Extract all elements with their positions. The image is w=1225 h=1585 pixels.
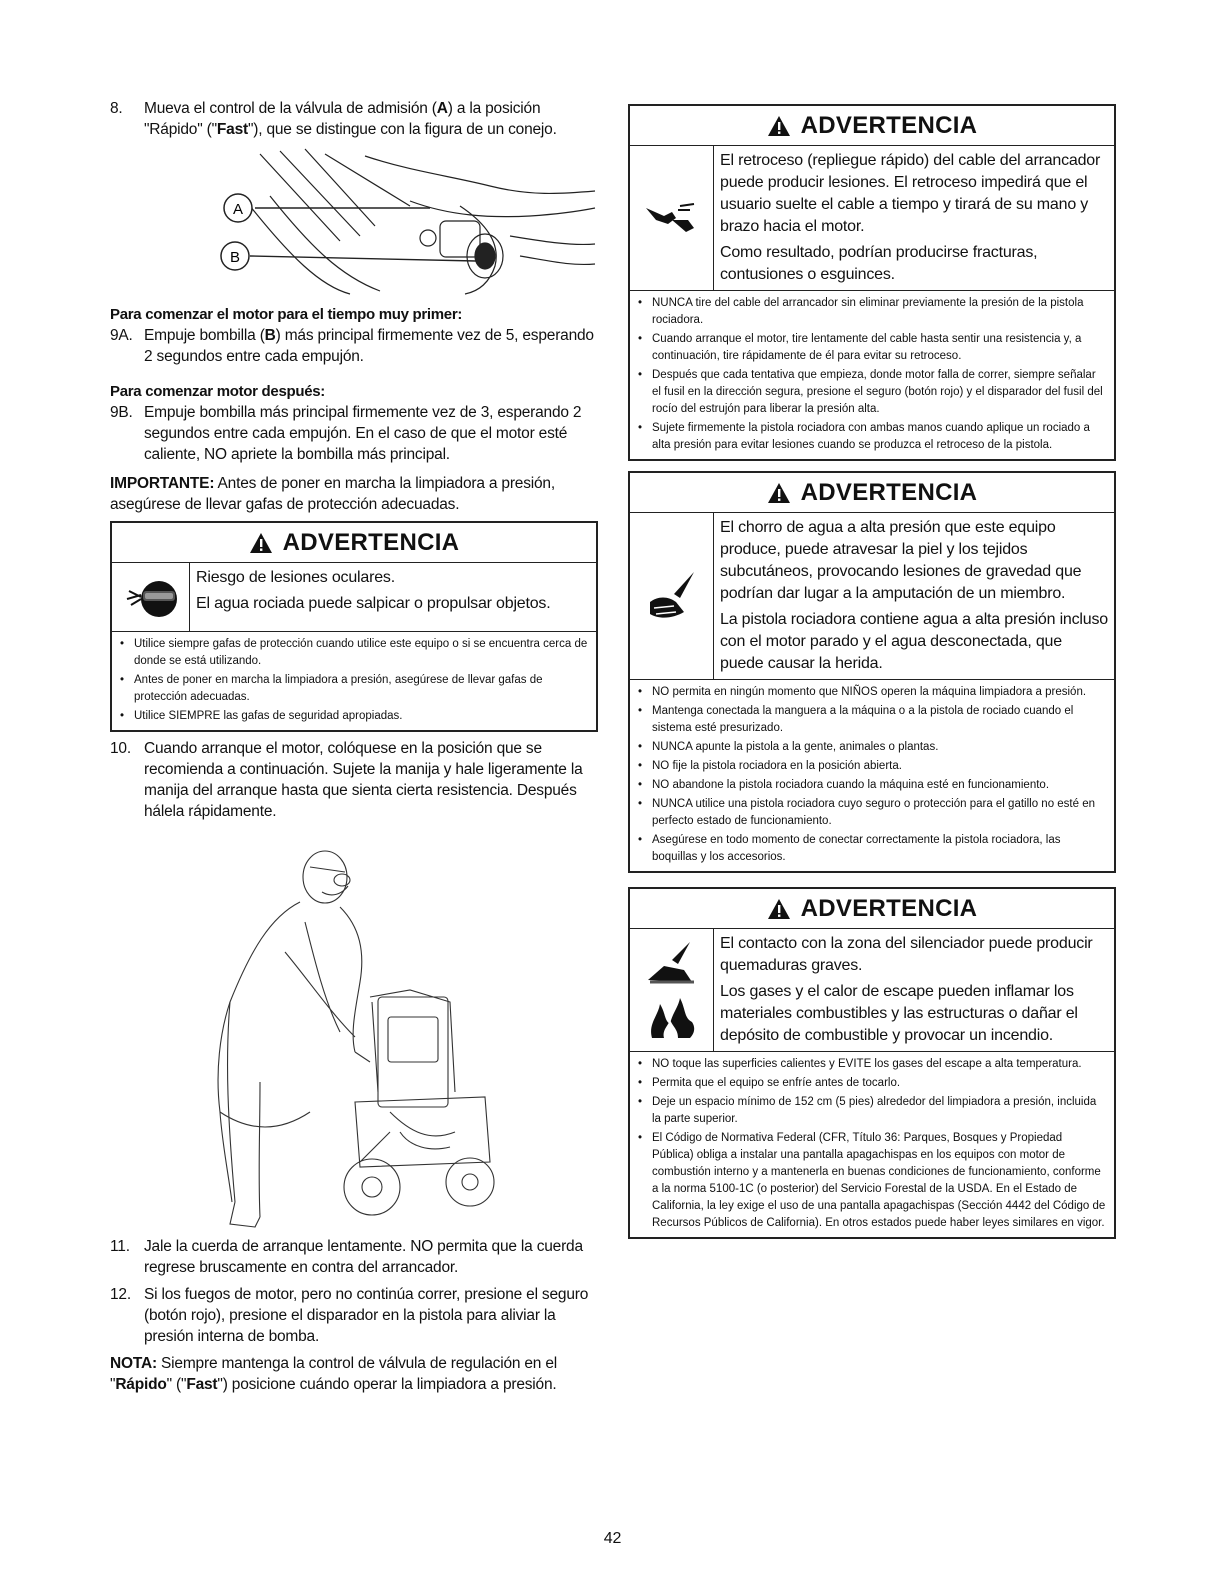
- list-item: • NUNCA apunte la pistola a la gente, animales o plantas.: [638, 739, 1106, 756]
- warning-triangle-icon: [767, 898, 791, 920]
- warning-bullets: [630, 680, 1114, 871]
- warning-triangle-icon: [767, 482, 791, 504]
- step-9a: [110, 325, 598, 367]
- page-number: 42: [603, 1530, 622, 1547]
- warning-title: ADVERTENCIA: [800, 111, 978, 139]
- label-a: A: [232, 201, 244, 218]
- warning-bullets: [630, 291, 1114, 459]
- list-item: • Utilice siempre gafas de protección cuando utilice este equipo o si se encuentra cerca de donde se está utilizando.: [120, 636, 588, 670]
- right-column: [628, 104, 1116, 1239]
- warning-main-text: El contacto con la zona del silenciador puede producir quemaduras graves. Los gases y el calor de escape pueden inflamar los materiales combustibles y las estructuras o dañar el depósito de combustible y provocar un incendio.: [720, 935, 1093, 1044]
- step-text: Empuje bombilla (B) más principal firmemente vez de 5, esperando 2 segundos entre cada empujón.: [144, 327, 594, 365]
- warning-body: [112, 563, 596, 632]
- step-text: Empuje bombilla más principal firmemente vez de 3, esperando 2 segundos entre cada empujón. En el caso de que el motor esté caliente, NO apriete la bombilla más principal.: [144, 404, 582, 463]
- step-number: 9A.: [110, 327, 133, 344]
- step-number: 9B.: [110, 404, 133, 421]
- step-11: [110, 1236, 598, 1278]
- label-b: B: [229, 249, 241, 266]
- step-text: Jale la cuerda de arranque lentamente. NO permita que la cuerda regrese bruscamente en contra del arrancador.: [144, 1238, 583, 1276]
- warning-body: [630, 929, 1114, 1052]
- step-text: Si los fuegos de motor, pero no continúa correr, presione el seguro (botón rojo), presione el disparador en la pistola para aliviar la presión interna de bomba.: [144, 1286, 589, 1345]
- step-number: 10.: [110, 740, 131, 757]
- list-item: • NO fije la pistola rociadora en la posición abierta.: [638, 758, 1106, 775]
- step-12: [110, 1284, 598, 1347]
- note: NOTA: Siempre mantenga la control de válvula de regulación en el "Rápido" ("Fast") posicione cuándo operar la limpiadora a presión.: [110, 1355, 558, 1393]
- warning-box-burn-fire: [628, 887, 1116, 1239]
- warning-box-eye-injury: [110, 521, 598, 732]
- kickback-hand-icon: [630, 146, 714, 290]
- step-text: Mueva el control de la válvula de admisión (A) a la posición "Rápido" ("Fast"), que se distingue con la figura de un conejo.: [144, 100, 557, 138]
- step-8: [110, 98, 598, 140]
- burn-fire-icons: [630, 929, 714, 1051]
- list-item: • Mantenga conectada la manguera a la máquina o a la pistola de rociado cuando el sistema esté presurizado.: [638, 703, 1106, 737]
- warning-box-high-pressure: [628, 471, 1116, 873]
- warning-header: [630, 889, 1114, 929]
- list-item: • Antes de poner en marcha la limpiadora a presión, asegúrese de llevar gafas de protección adecuadas.: [120, 672, 588, 706]
- engine-closeup-drawing: [110, 146, 598, 296]
- step-9b: [110, 402, 598, 465]
- step-number: 8.: [110, 100, 123, 117]
- warning-title: ADVERTENCIA: [800, 894, 978, 922]
- important-note: IMPORTANTE: Antes de poner en marcha la limpiadora a presión, asegúrese de llevar gafas de protección adecuadas.: [110, 475, 555, 513]
- warning-box-kickback: [628, 104, 1116, 461]
- warning-triangle-icon: [249, 532, 273, 554]
- list-item: • Deje un espacio mínimo de 152 cm (5 pies) alrededor del limpiadora a presión, incluida la parte superior.: [638, 1094, 1106, 1128]
- subhead-first-start: Para comenzar el motor para el tiempo muy primer:: [110, 306, 463, 323]
- list-item: • Permita que el equipo se enfríe antes de tocarlo.: [638, 1075, 1106, 1092]
- list-item: • Cuando arranque el motor, tire lentamente del cable hasta sentir una resistencia y, a continuación, tire rápidamente de él para evitar su retroceso.: [638, 331, 1106, 365]
- warning-main-text: El retroceso (repliegue rápido) del cable del arrancador puede producir lesiones. El retroceso impedirá que el usuario suelte el cable a tiempo y tirará de su mano y brazo hacia el motor. Como resultado, podrían producirse fracturas, contusiones o esguinces.: [720, 152, 1101, 283]
- warning-header: [630, 473, 1114, 513]
- warning-body: [630, 146, 1114, 291]
- warning-header: [112, 523, 596, 563]
- hot-surface-icon: [644, 940, 700, 986]
- fire-icon: [644, 994, 700, 1040]
- list-item: • NO permita en ningún momento que NIÑOS operen la máquina limpiadora a presión.: [638, 684, 1106, 701]
- warning-triangle-icon: [767, 115, 791, 137]
- warning-main-text: Riesgo de lesiones oculares. El agua rociada puede salpicar o propulsar objetos.: [196, 569, 551, 612]
- list-item: • NUNCA tire del cable del arrancador sin eliminar previamente la presión de la pistola rociadora.: [638, 295, 1106, 329]
- warning-bullets: [112, 632, 596, 730]
- list-item: • Utilice SIEMPRE las gafas de seguridad apropiadas.: [120, 708, 588, 725]
- warning-header: [630, 106, 1114, 146]
- step-10: [110, 738, 598, 822]
- eye-protection-icon: [112, 563, 190, 631]
- person-pulling-cord-drawing: [110, 832, 598, 1232]
- list-item: • Sujete firmemente la pistola rociadora con ambas manos cuando aplique un rociado a alta presión para evitar lesiones cuando se produzca el retroceso de la pistola.: [638, 420, 1106, 454]
- warning-title: ADVERTENCIA: [282, 528, 460, 556]
- operator-starting-illustration: [110, 832, 598, 1232]
- list-item: • NUNCA utilice una pistola rociadora cuyo seguro o protección para el gatillo no esté en perfecto estado de funcionamiento.: [638, 796, 1106, 830]
- list-item: • Asegúrese en todo momento de conectar correctamente la pistola rociadora, las boquillas y los accesorios.: [638, 832, 1106, 866]
- primer-throttle-illustration: [110, 146, 598, 296]
- list-item: • Después que cada tentativa que empieza, donde motor falla de correr, siempre señalar el fusil en la dirección segura, presione el seguro (botón rojo) y el disparador del fusil del rocío del estrujón para liberar la presión alta.: [638, 367, 1106, 418]
- step-number: 12.: [110, 1286, 131, 1303]
- list-item: • NO abandone la pistola rociadora cuando la máquina esté en funcionamiento.: [638, 777, 1106, 794]
- subhead-later-start: Para comenzar motor después:: [110, 383, 326, 400]
- injection-hazard-icon: [630, 513, 714, 679]
- step-number: 11.: [110, 1238, 130, 1255]
- warning-bullets: [630, 1052, 1114, 1237]
- warning-body: [630, 513, 1114, 680]
- warning-title: ADVERTENCIA: [800, 478, 978, 506]
- warning-main-text: El chorro de agua a alta presión que este equipo produce, puede atravesar la piel y los tejidos subcutáneos, provocando lesiones de gravedad que podrían dar lugar a la amputación de un miembro. La pistola rociadora contiene agua a alta presión incluso con el motor parado y el agua desconectada, que puede causar la herida.: [720, 519, 1108, 672]
- list-item: • NO toque las superficies calientes y EVITE los gases del escape a alta temperatura.: [638, 1056, 1106, 1073]
- list-item: • El Código de Normativa Federal (CFR, Título 36: Parques, Bosques y Propiedad Pública) obliga a instalar una pantalla apagachispas en los equipos con motor de combustión interno y a mantenerla en buenas condiciones de funcionamiento, conforme a la norma 5100-1C (o posterior) del Servicio Forestal de la USDA. En el Estado de California, la ley exige el uso de una pantalla apagachispas (Sección 4442 del Código de Recursos Públicos de California). En otros estados puede haber leyes similares en vigor.: [638, 1130, 1106, 1232]
- left-column: [110, 98, 598, 1395]
- step-text: Cuando arranque el motor, colóquese en la posición que se recomienda a continuación. Sujete la manija y hale ligeramente la manija del arranque hasta que sienta cierta resistencia. Después hálela rápidamente.: [144, 740, 583, 820]
